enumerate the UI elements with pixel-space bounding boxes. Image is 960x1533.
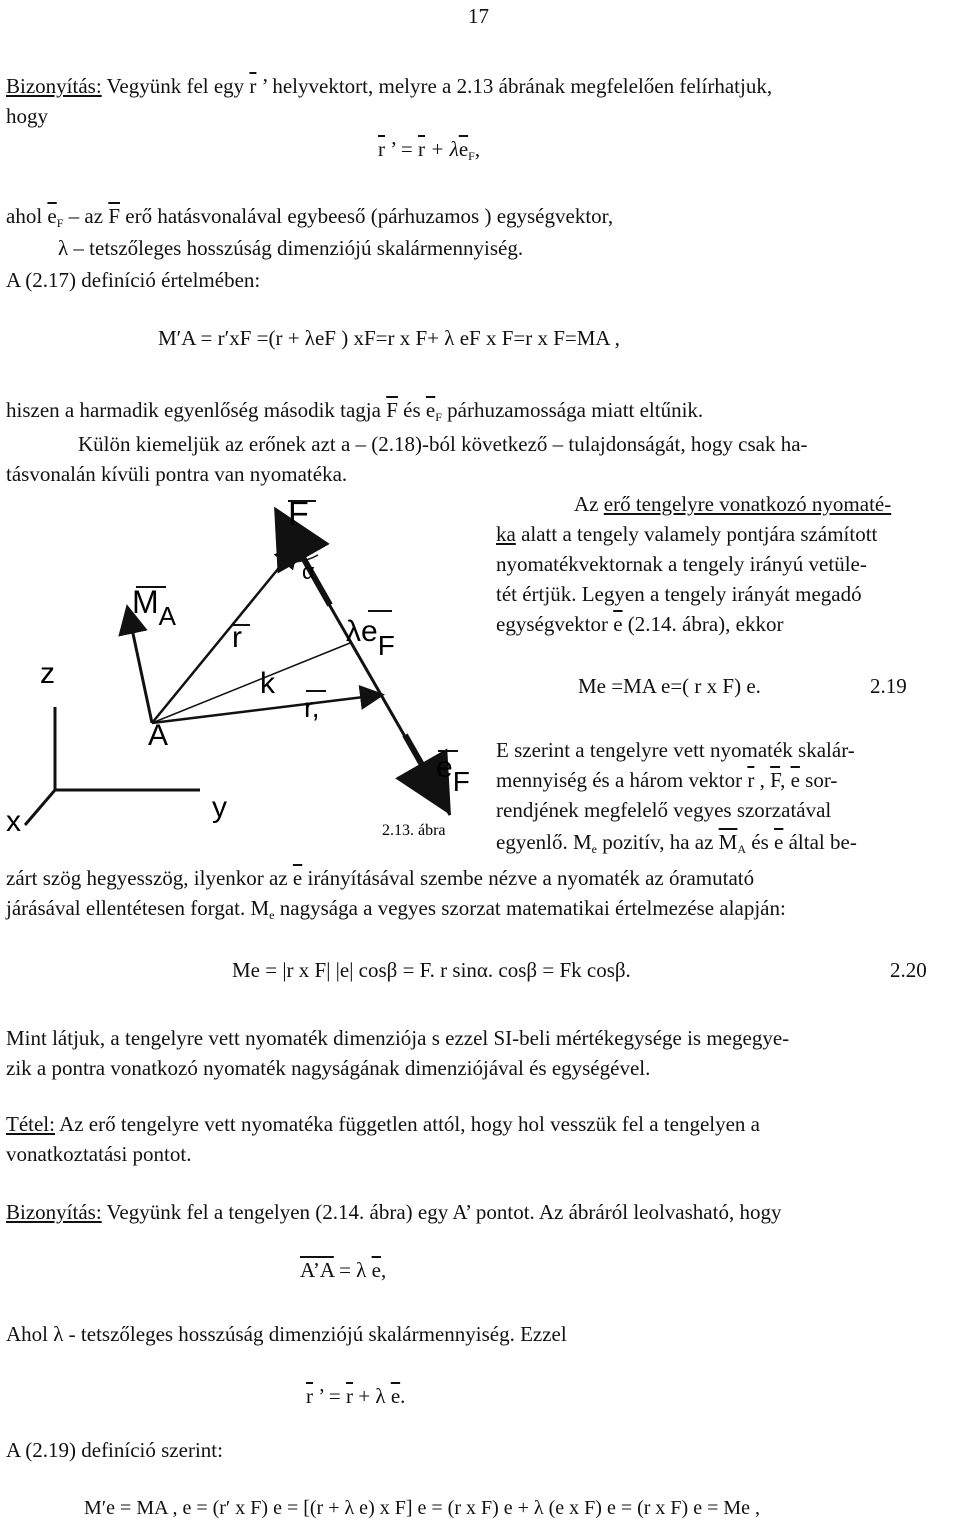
term-underlined: erő tengelyre vonatkozó nyomaté- <box>603 492 892 516</box>
equation-number-2-19: 2.19 <box>870 674 907 698</box>
paragraph-5-line2: zik a pontra vonatkozó nyomaték nagyságának dimenziójával és egységével. <box>6 1056 651 1080</box>
side-line-6: E szerint a tengelyre vett nyomaték skalár- <box>496 738 855 762</box>
definition-line-1 <box>6 204 613 230</box>
definition-line-2: λ – tetszőleges hosszúság dimenziójú skalármennyiség. <box>58 236 524 260</box>
label-eF: eF <box>436 751 470 797</box>
proof-paragraph-2 <box>6 1200 781 1225</box>
side-line-9 <box>496 830 857 856</box>
vector-e: $\overline{e}$ <box>774 830 784 854</box>
proof-label: Bizonyítás: <box>6 1200 102 1224</box>
label-x: x <box>6 805 21 838</box>
equation-moment: M′A = r′xF =(r + λeF ) xF=r x F+ λ eF x F=r x F=MA , <box>158 326 620 350</box>
theorem-line2: vonatkoztatási pontot. <box>6 1142 192 1166</box>
vector-F: $\overline{F}$ <box>386 398 398 422</box>
text: ’ = <box>385 137 419 161</box>
equation-number-2-20: 2.20 <box>890 958 927 982</box>
text: (2.14. ábra), ekkor <box>622 612 784 636</box>
subscript: e <box>269 908 275 922</box>
label-lambda-eF: λeF <box>346 615 395 661</box>
paragraph-3-line2: tásvonalán kívüli pontra van nyomatéka. <box>6 462 348 486</box>
theorem-label: Tétel: <box>6 1112 55 1136</box>
vector-r: $\overline{r}$ <box>418 137 426 161</box>
vector-r: $\overline{r}$ <box>346 1384 354 1408</box>
text: mennyiség és a három vektor <box>496 768 748 792</box>
vector-r: $\overline{r}$ <box>747 768 755 792</box>
text: . <box>400 1384 406 1408</box>
vector-e: $\overline{e}$ <box>47 204 57 228</box>
vector-e: $\overline{e}$ <box>390 1384 401 1408</box>
vector-e: $\overline{e}$ <box>613 612 623 636</box>
text: nagysága a vegyes szorzat matematikai értelmezése alapján: <box>274 896 786 920</box>
text: és <box>746 830 775 854</box>
vector-AA: A’A <box>300 1258 334 1282</box>
paragraph-3-line1: Külön kiemeljük az erőnek azt a – (2.18)-ból következő – tulajdonságát, hogy csak ha- <box>78 432 808 456</box>
side-line-2 <box>496 522 877 547</box>
equation-2-19: Me =MA e=( r x F) e. <box>578 674 761 698</box>
label-z: z <box>40 657 55 690</box>
text: Az erő tengelyre vett nyomatéka független attól, hogy hol vesszük fel a tengelyen a <box>54 1112 760 1136</box>
text: Az <box>574 492 604 516</box>
text: , <box>780 768 791 792</box>
text: ’ helyvektort, melyre a 2.13 ábrának megfelelően felírhatjuk, <box>256 74 773 98</box>
figure-caption: 2.13. ábra <box>382 822 446 839</box>
paragraph-5-line1: Mint látjuk, a tengelyre vett nyomaték dimenziója s ezzel SI-beli mértékegysége is megegye- <box>6 1026 790 1050</box>
vector-e: $\overline{e}$ <box>790 768 800 792</box>
text: sor- <box>799 768 838 792</box>
text: erő hatásvonalával egybeeső (párhuzamos ) egységvektor, <box>120 204 614 228</box>
side-line-4: tét értjük. Legyen a tengely irányát megadó <box>496 582 862 606</box>
proof-label: Bizonyítás: <box>6 74 102 98</box>
text: + λ <box>353 1384 391 1408</box>
figure-2-13 <box>0 495 480 855</box>
text: irányításával szembe nézve a nyomaték az óramutató <box>302 866 755 890</box>
vector-F: $\overline{F}$ <box>770 768 781 792</box>
text: , <box>380 1258 387 1282</box>
text: Vegyünk fel a tengelyen (2.14. ábra) egy A’ pontot. Az ábráról leolvasható, hogy <box>101 1200 782 1224</box>
vector-r: $\overline{r}$ <box>306 1384 313 1408</box>
text: hiszen a harmadik egyenlőség második tagja <box>6 398 387 422</box>
text: alatt a tengely valamely pontjára számított <box>515 522 878 546</box>
page-number: 17 <box>468 4 489 28</box>
text: által be- <box>783 830 857 854</box>
label-k: k <box>260 667 275 700</box>
text: és <box>397 398 426 422</box>
subscript: F <box>56 216 64 230</box>
text: – az <box>63 204 109 228</box>
theorem-line1 <box>6 1112 760 1137</box>
paragraph-4-line1 <box>6 866 754 891</box>
equation-2-20: Me = |r x F| |e| cosβ = F. r sinα. cosβ = Fk cosβ. <box>232 958 631 982</box>
vector-r: $\overline{r}$ <box>249 74 257 98</box>
subscript: A <box>737 842 747 856</box>
axis-x <box>25 790 55 825</box>
subscript: F <box>468 149 475 163</box>
term-underlined: ka <box>496 522 516 546</box>
text: járásával ellentétesen forgat. M <box>6 896 270 920</box>
text: , <box>474 137 481 161</box>
vector-M: $\overline{M}$ <box>718 830 738 854</box>
side-line-8: rendjének megfelelő vegyes szorzatával <box>496 798 832 822</box>
paragraph-2 <box>6 398 703 424</box>
side-line-5 <box>496 612 783 637</box>
vector-e: $\overline{e}$ <box>292 866 303 890</box>
equation-AA <box>300 1258 386 1283</box>
vector-e: $\overline{e}$ <box>425 398 436 422</box>
vector-r: $\overline{r}$ <box>378 137 385 161</box>
text: , <box>754 768 771 792</box>
proof-paragraph-1-line2: hogy <box>6 104 48 128</box>
text: Vegyünk fel egy <box>101 74 250 98</box>
equation-final: M′e = MA , e = (r′ x F) e = [(r + λ e) x F] e = (r x F) e + λ (e x F) e = (r x F) e = Me , <box>84 1497 761 1519</box>
vector-e: $\overline{e}$ <box>371 1258 381 1282</box>
label-MA: $M_A$ <box>132 584 176 631</box>
text: + λ <box>425 137 459 161</box>
paragraph-4-line2 <box>6 896 786 922</box>
subscript: F <box>435 410 442 424</box>
text: egyenlő. M <box>496 830 592 854</box>
text: ’ = <box>313 1384 347 1408</box>
paragraph-9: A (2.19) definíció szerint: <box>6 1438 223 1462</box>
definition-line-3: A (2.17) definíció értelmében: <box>6 268 261 292</box>
text: = λ <box>333 1258 372 1282</box>
equation-r-prime-2 <box>306 1384 405 1409</box>
side-line-7 <box>496 768 837 793</box>
side-line-3: nyomatékvektornak a tengely irányú vetüle- <box>496 552 867 576</box>
side-line-1 <box>574 492 891 517</box>
proof-paragraph-1 <box>6 74 772 99</box>
label-r: r <box>232 621 242 654</box>
label-F: F <box>288 495 309 533</box>
text: egységvektor <box>496 612 614 636</box>
text: zárt szög hegyesszög, ilyenkor az <box>6 866 293 890</box>
vector-e: $\overline{e}$ <box>458 137 469 161</box>
paragraph-8: Ahol λ - tetszőleges hosszúság dimenziójú skalármennyiség. Ezzel <box>6 1322 567 1346</box>
label-y: y <box>212 791 227 824</box>
equation-r-prime <box>378 137 480 163</box>
label-r-prime: r, <box>304 692 320 723</box>
text: ahol <box>6 204 48 228</box>
text: párhuzamossága miatt eltűnik. <box>441 398 704 422</box>
vector-F: $\overline{F}$ <box>108 204 121 228</box>
subscript: e <box>591 842 597 856</box>
moment-vector <box>128 610 152 723</box>
text: pozitív, ha az <box>596 830 719 854</box>
label-A: A <box>148 719 169 752</box>
label-alpha: α <box>302 559 315 584</box>
